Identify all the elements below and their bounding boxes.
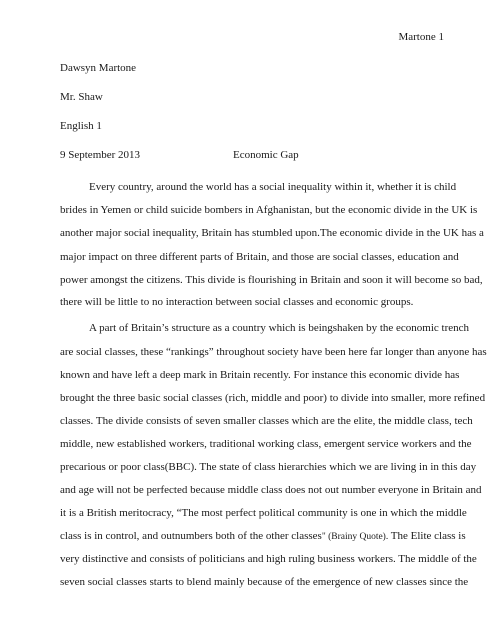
paragraph-line: and age will not be perfected because middle class does not out number everyone in Britain and: [60, 484, 482, 496]
paragraph-line: major impact on three different parts of Britain, and those are social classes, education and: [60, 251, 459, 263]
paragraph-line: it is a British meritocracy, “The most perfect political community is one in which the middle: [60, 507, 467, 519]
paragraph-line: are social classes, these “rankings” throughout society have been here far longer than anyone has: [60, 346, 487, 358]
paragraph-line: power amongst the citizens. This divide is flourishing in Britain and soon it will become so bad,: [60, 274, 483, 286]
citation: " (Brainy Quote).: [321, 532, 389, 542]
running-head: Martone 1: [398, 31, 444, 43]
paragraph-line: [60, 529, 466, 544]
paragraph-line: middle, new established workers, traditional working class, emergent service workers and the: [60, 438, 472, 450]
author-name: Dawsyn Martone: [60, 62, 137, 74]
teacher-name: Mr. Shaw: [60, 91, 103, 103]
paragraph-text: The Elite class is: [388, 530, 466, 542]
paragraph-text: class is in control, and outnumbers both of the other classes: [60, 530, 322, 542]
paragraph-line: classes. The divide consists of seven smaller classes which are the elite, the middle class, tech: [60, 415, 473, 427]
paragraph-line: another major social inequality, Britain has stumbled upon.The economic divide in the UK has a: [60, 227, 484, 239]
essay-title: Economic Gap: [233, 149, 299, 161]
paragraph-line: seven social classes starts to blend mainly because of the emergence of new classes since the: [60, 576, 469, 588]
paragraph-line: precarious or poor class(BBC). The state of class hierarchies which we are living in in this day: [60, 461, 477, 473]
paragraph-line: there will be little to no interaction between social classes and economic groups.: [60, 296, 414, 308]
essay-date: 9 September 2013: [60, 149, 141, 161]
course-name: English 1: [60, 120, 102, 132]
paragraph-line: A part of Britain’s structure as a country which is beingshaken by the economic trench: [89, 322, 470, 334]
paragraph-line: brides in Yemen or child suicide bombers in Afghanistan, but the economic divide in the UK is: [60, 204, 478, 216]
paragraph-line: very distinctive and consists of politicians and high ruling business workers. The middle of the: [60, 553, 477, 565]
paragraph-line: known and have left a deep mark in Britain recently. For instance this economic divide has: [60, 369, 460, 381]
paragraph-line: brought the three basic social classes (rich, middle and poor) to divide into smaller, more refined: [60, 392, 486, 404]
paragraph-line: Every country, around the world has a social inequality within it, whether it is child: [89, 181, 457, 193]
